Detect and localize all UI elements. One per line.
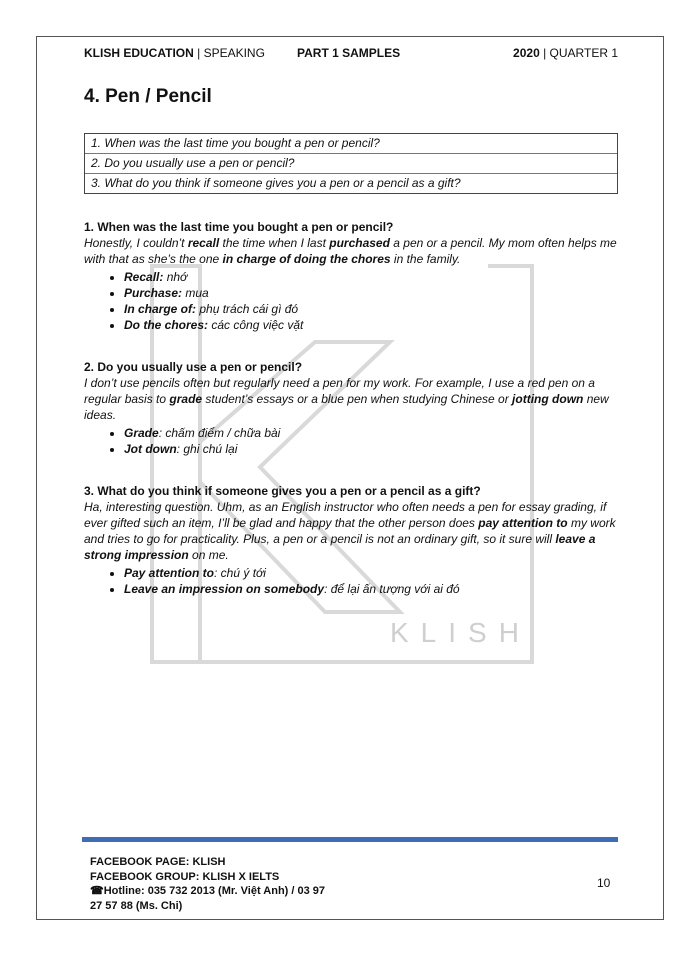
footer-hotline: ☎Hotline: 035 732 2013 (Mr. Việt Anh) / 03 97 [90,885,326,897]
vocab-item: • Leave an impression on somebody: để lại ấn tượng với ai đó [124,581,620,597]
answer-text: I don’t use pencils often but regularly need a pen for my work. For example, I use a red pen on a regular basis to grade student’s essays or a blue pen when studying Chinese or jotting down new ideas. [84,376,609,422]
vocab-item: • Pay attention to: chú ý tới [124,565,620,581]
question-row: 1. When was the last time you bought a pen or pencil? [85,134,617,154]
page-title: 4. Pen / Pencil [84,86,212,107]
page-header [84,46,618,62]
vocab-item: • In charge of: phụ trách cái gì đó [124,301,620,317]
page-number: 10 [597,876,611,890]
vocab-item: • Do the chores: các công việc vặt [124,317,620,333]
header-quarter [513,46,618,60]
answer-section-1 [84,219,620,333]
question-heading: 2. Do you usually use a pen or pencil? [84,360,303,374]
question-row: 2. Do you usually use a pen or pencil? [85,154,617,174]
page-footer [90,855,325,913]
footer-divider-bar [82,837,618,842]
vocab-list [84,269,620,333]
vocab-list [84,425,620,457]
answer-section-2 [84,359,620,457]
org-suffix: | SPEAKING [193,46,265,60]
question-box [84,133,618,194]
vocab-item: • Recall: nhớ [124,269,620,285]
header-org [84,46,265,60]
org-name: KLISH EDUCATION [84,46,194,60]
vocab-item: • Purchase: mua [124,285,620,301]
header-year: 2020 [513,46,540,60]
question-row: 3. What do you think if someone gives you a pen or a pencil as a gift? [91,176,461,190]
answer-text: Honestly, I couldn’t recall the time when I last purchased a pen or a pencil. My mom often helps me with that as she’s the one in charge of doing the chores in the family. [84,236,617,266]
answer-text: Ha, interesting question. Uhm, as an English instructor who often needs a pen for essay grading, if ever gifted such an item, I’ll be glad and happy that the other person does pay attention to my work and tries to go for practicality. Plus, a pen or a pencil is not an ordinary gift, so it sure will leave a strong impression on me. [84,500,616,562]
vocab-list [84,565,620,597]
question-heading: 1. When was the last time you bought a pen or pencil? [84,220,394,234]
header-section: PART 1 SAMPLES [297,46,401,60]
footer-facebook-group: FACEBOOK GROUP: KLISH X IELTS [90,870,280,883]
vocab-item: • Grade: chấm điểm / chữa bài [124,425,620,441]
quarter-suffix: | QUARTER 1 [539,46,618,60]
footer-facebook-page: FACEBOOK PAGE: KLISH [90,856,226,868]
answer-section-3 [84,483,620,597]
question-heading: 3. What do you think if someone gives you a pen or a pencil as a gift? [84,484,481,498]
vocab-item: • Jot down: ghi chú lại [124,441,620,457]
watermark-text: KLISH [390,617,531,648]
footer-hotline-cont: 27 57 88 (Ms. Chi) [90,899,183,912]
